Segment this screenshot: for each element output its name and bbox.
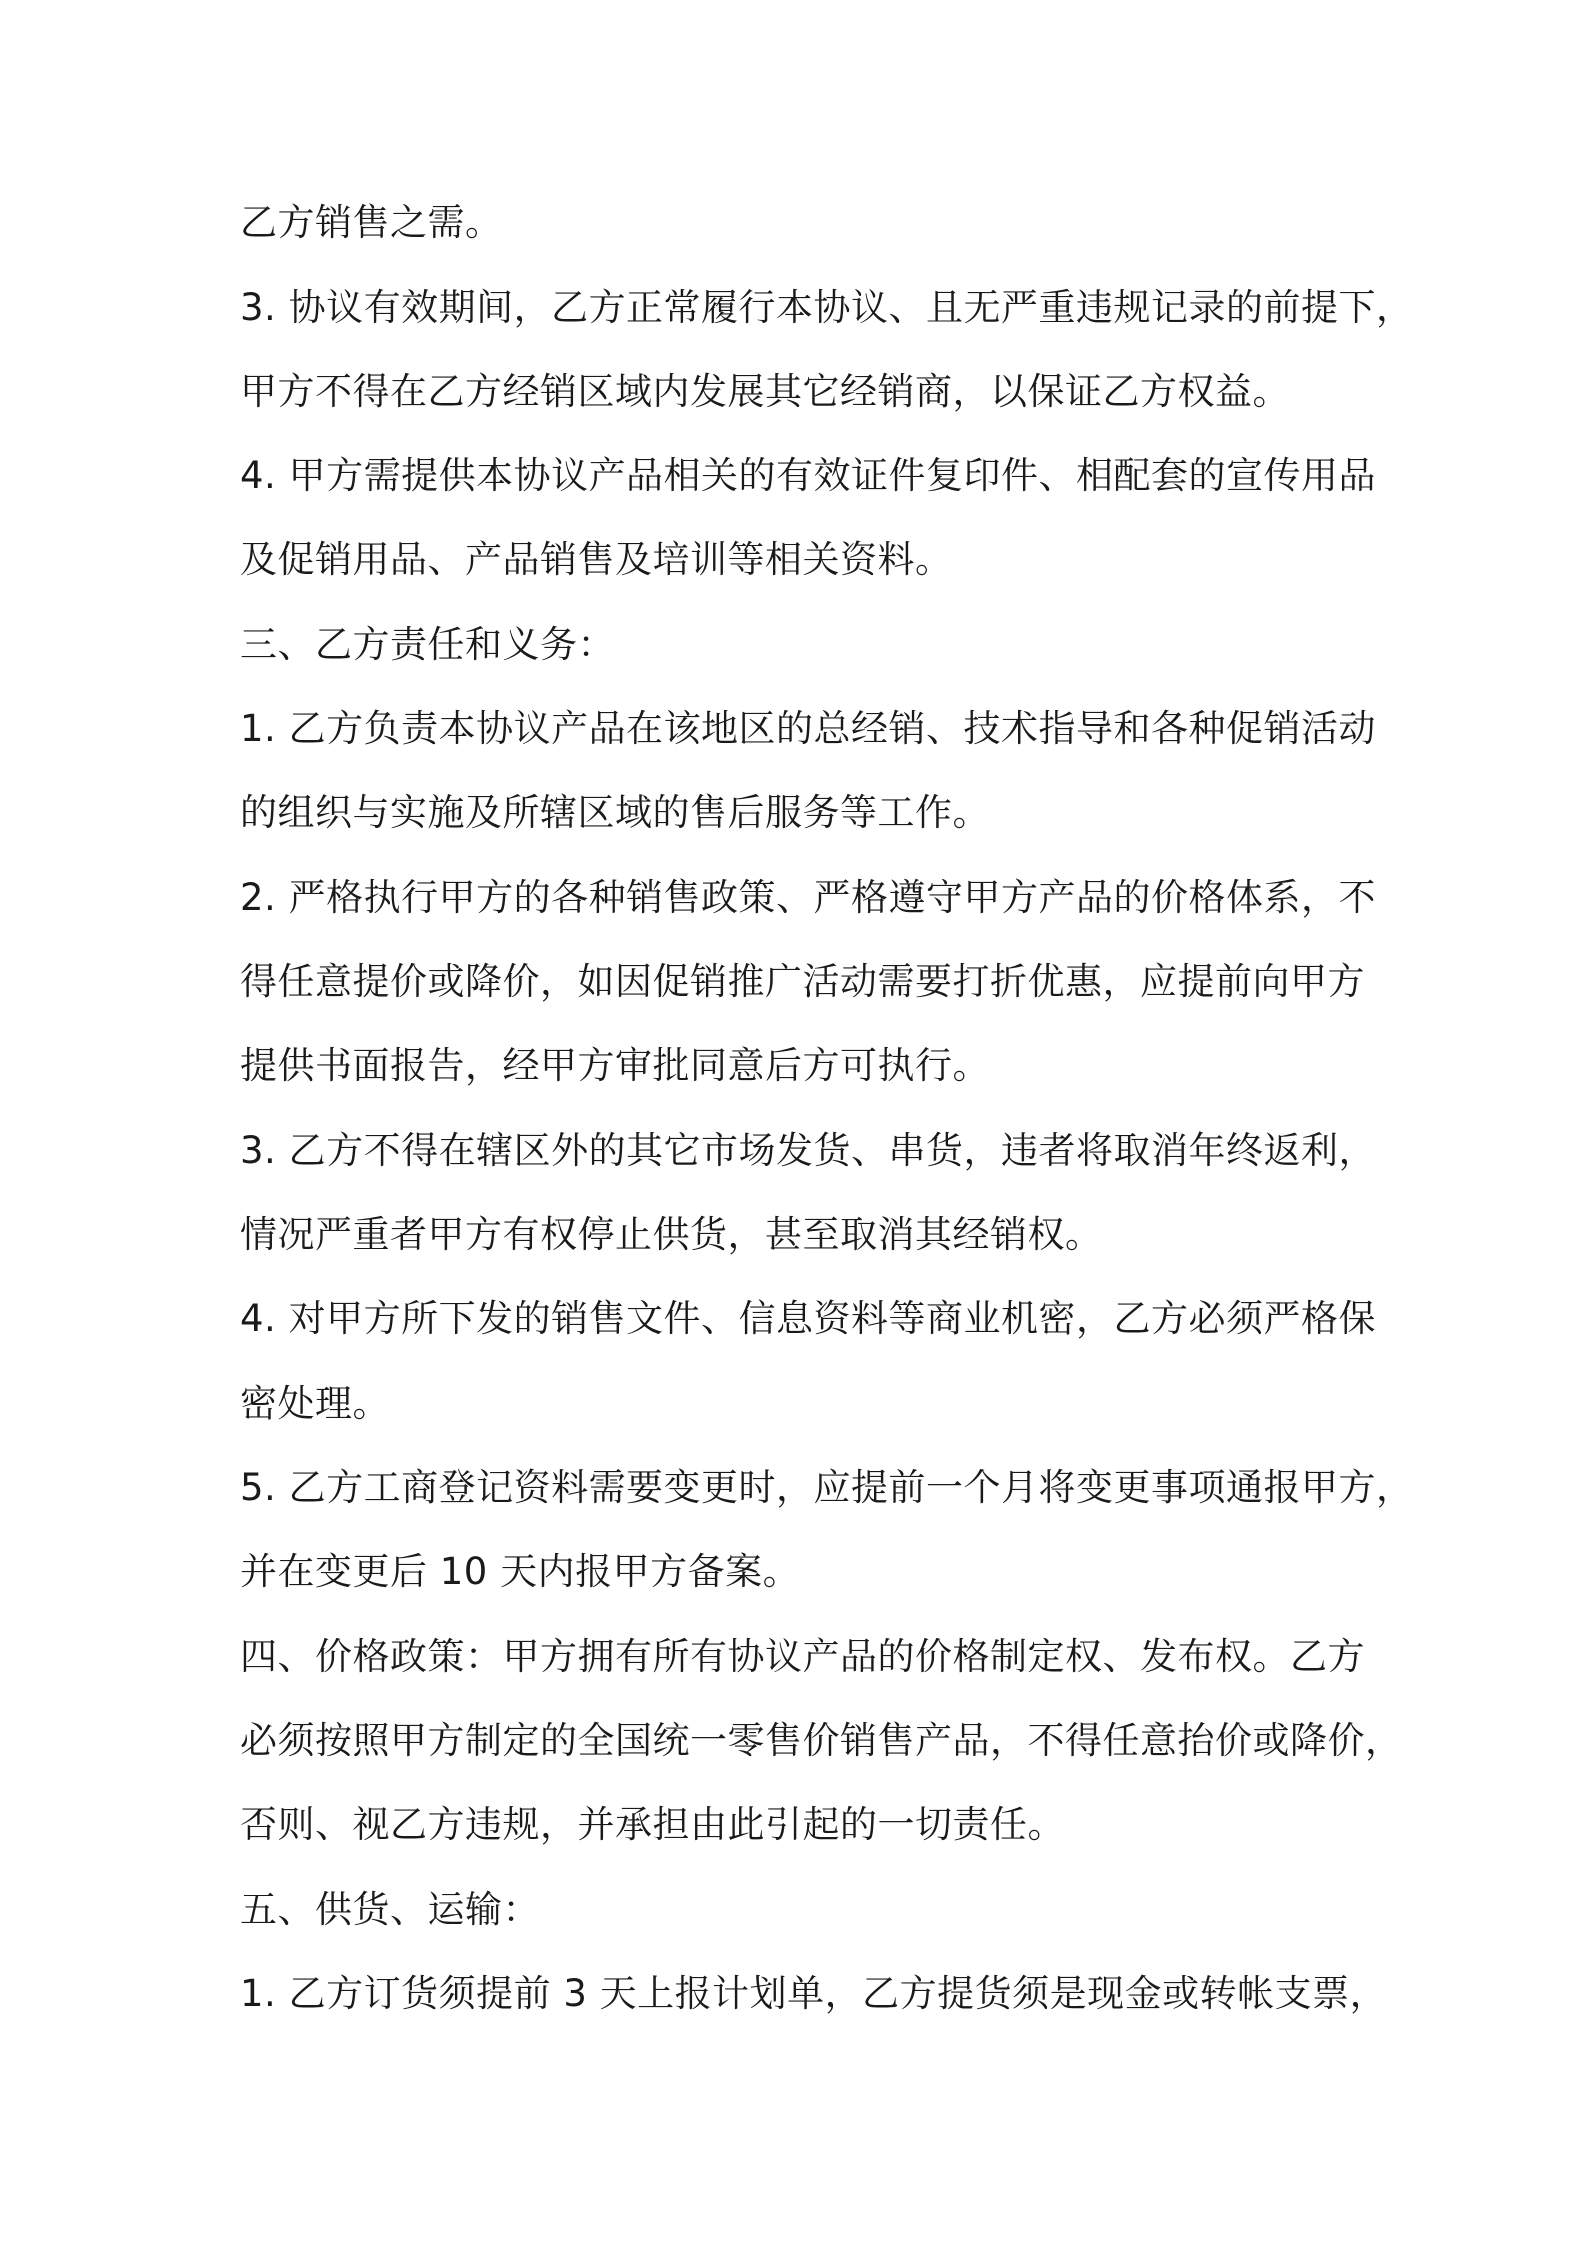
text-line: 必须按照甲方制定的全国统一零售价销售产品，不得任意抬价或降价， [240, 1719, 1403, 1762]
text-line: 得任意提价或降价，如因促销推广活动需要打折优惠，应提前向甲方 [240, 960, 1365, 1003]
text-line: 并在变更后 10 天内报甲方备案。 [240, 1550, 801, 1593]
section-heading: 五、供货、运输： [240, 1888, 540, 1931]
text-line: 5. 乙方工商登记资料需要变更时，应提前一个月将变更事项通报甲方， [240, 1466, 1414, 1509]
text-line: 4. 对甲方所下发的销售文件、信息资料等商业机密，乙方必须严格保 [240, 1297, 1377, 1340]
text-line: 3. 乙方不得在辖区外的其它市场发货、串货，违者将取消年终返利， [240, 1129, 1377, 1172]
text-line: 1. 乙方订货须提前 3 天上报计划单，乙方提货须是现金或转帐支票， [240, 1972, 1388, 2015]
text-line: 1. 乙方负责本协议产品在该地区的总经销、技术指导和各种促销活动 [240, 707, 1377, 750]
text-line: 情况严重者甲方有权停止供货，甚至取消其经销权。 [240, 1213, 1103, 1256]
text-line: 否则、视乙方违规，并承担由此引起的一切责任。 [240, 1803, 1065, 1846]
text-line: 提供书面报告，经甲方审批同意后方可执行。 [240, 1044, 990, 1087]
text-line: 乙方销售之需。 [240, 201, 503, 244]
text-line: 的组织与实施及所辖区域的售后服务等工作。 [240, 791, 990, 834]
text-line: 2. 严格执行甲方的各种销售政策、严格遵守甲方产品的价格体系，不 [240, 876, 1377, 919]
text-line: 及促销用品、产品销售及培训等相关资料。 [240, 538, 953, 581]
text-line: 甲方不得在乙方经销区域内发展其它经销商，以保证乙方权益。 [240, 370, 1290, 413]
text-line: 密处理。 [240, 1382, 390, 1425]
text-line: 3. 协议有效期间，乙方正常履行本协议、且无严重违规记录的前提下， [240, 286, 1414, 329]
text-line: 4. 甲方需提供本协议产品相关的有效证件复印件、相配套的宣传用品 [240, 454, 1377, 497]
section-heading: 三、乙方责任和义务： [240, 623, 615, 666]
section-heading: 四、价格政策：甲方拥有所有协议产品的价格制定权、发布权。乙方 [240, 1635, 1365, 1678]
